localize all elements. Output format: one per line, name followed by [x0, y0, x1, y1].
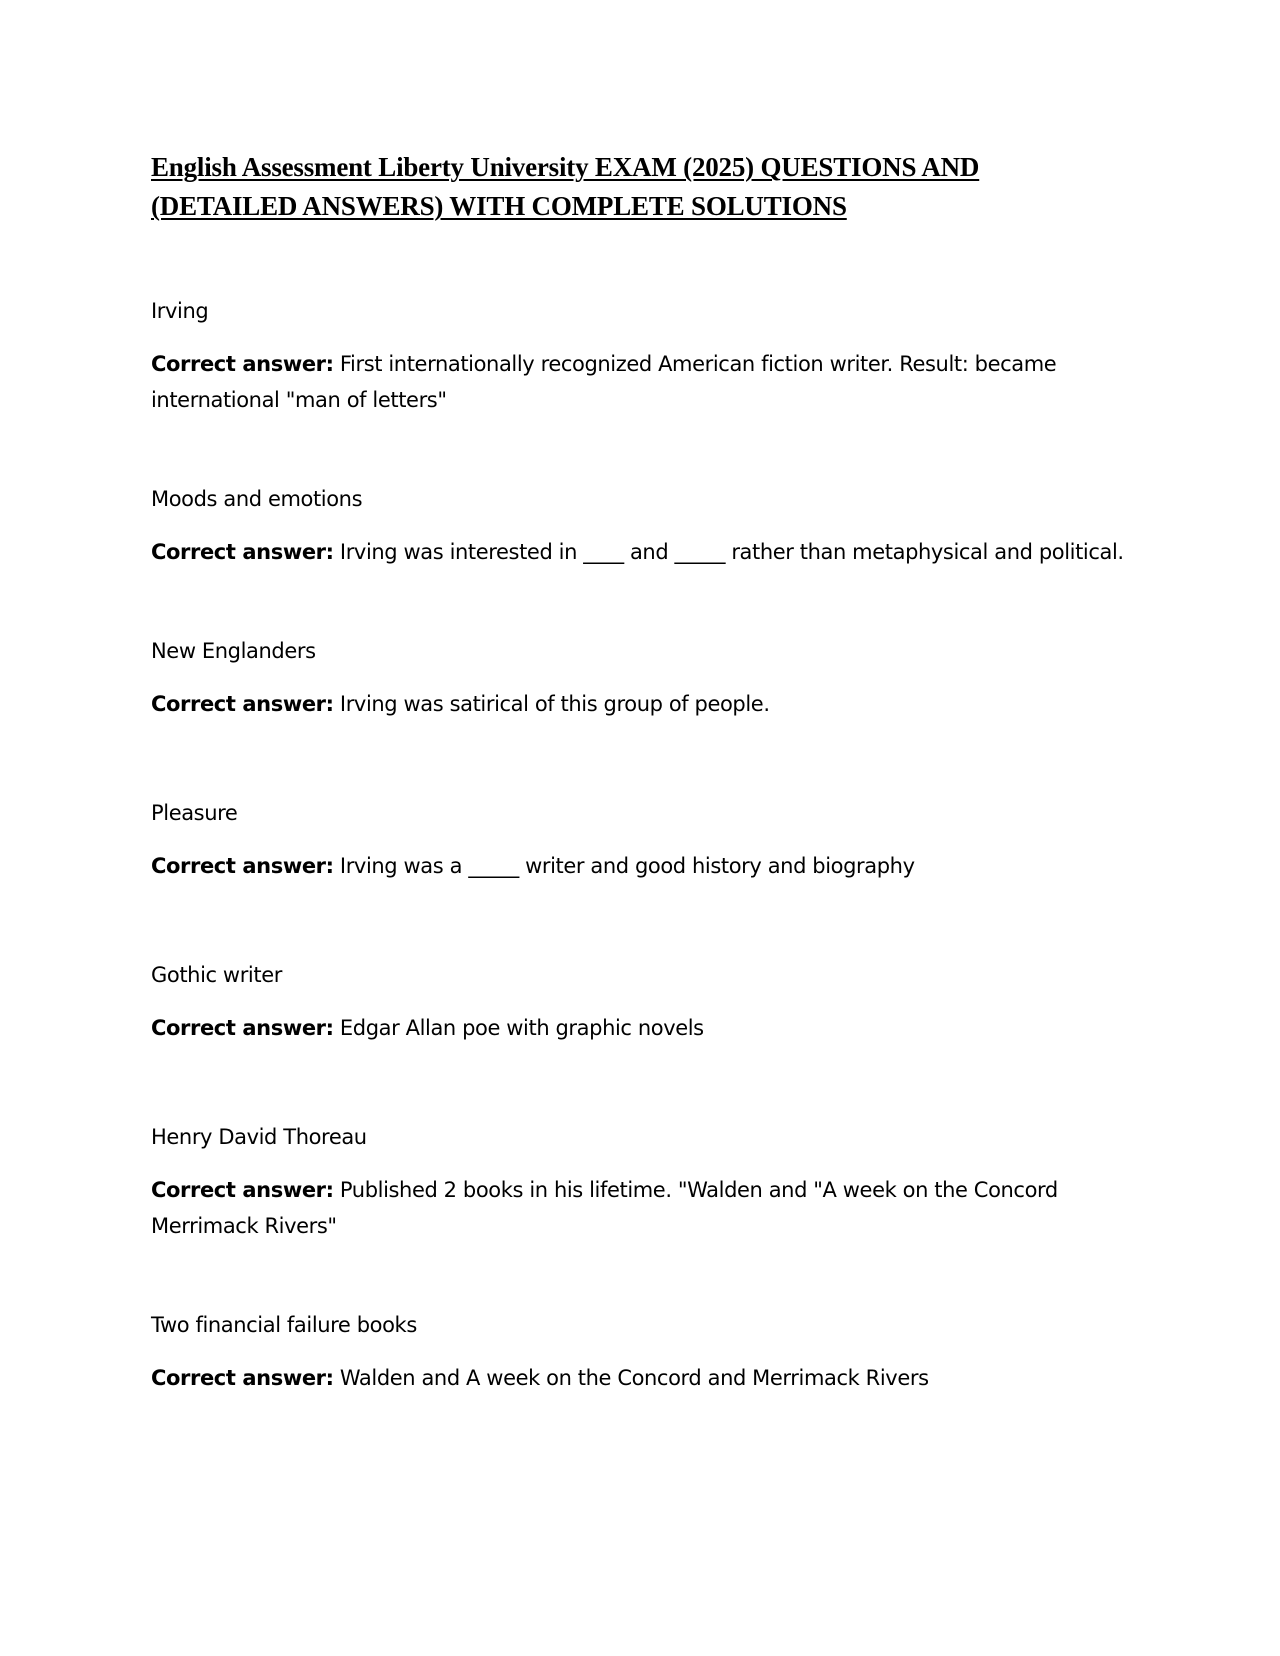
answer-text: Irving was satirical of this group of people.	[339, 692, 770, 716]
answer-label: Correct answer:	[151, 1366, 334, 1390]
answer-text: Published 2 books in his lifetime. "Walden and "A week on the Concord Merrimack Rivers"	[151, 1178, 1058, 1238]
document-title-line-1: English Assessment Liberty University EXAM (2025) QUESTIONS AND	[151, 152, 980, 182]
qa-item	[151, 636, 1131, 722]
qa-term: Irving	[151, 299, 209, 323]
qa-term: Gothic writer	[151, 963, 282, 987]
answer-text: Irving was a _____ writer and good history and biography	[339, 854, 915, 878]
document-title-line-2: (DETAILED ANSWERS) WITH COMPLETE SOLUTIONS	[151, 191, 847, 221]
qa-answer	[151, 1360, 1131, 1396]
answer-text: Irving was interested in ____ and _____ rather than metaphysical and political.	[339, 540, 1124, 564]
qa-item	[151, 798, 1131, 884]
answer-label: Correct answer:	[151, 1016, 334, 1040]
answer-label: Correct answer:	[151, 692, 334, 716]
qa-answer	[151, 346, 1131, 418]
answer-label: Correct answer:	[151, 352, 334, 376]
qa-term: Moods and emotions	[151, 487, 363, 511]
qa-answer	[151, 686, 1131, 722]
answer-label: Correct answer:	[151, 1178, 334, 1202]
answer-text: Edgar Allan poe with graphic novels	[339, 1016, 704, 1040]
qa-answer	[151, 1172, 1131, 1244]
qa-term: Two financial failure books	[151, 1313, 417, 1337]
qa-item	[151, 1310, 1131, 1396]
qa-list	[151, 296, 1131, 1396]
document-title	[151, 148, 1131, 226]
qa-answer	[151, 848, 1131, 884]
answer-text: First internationally recognized American fiction writer. Result: became international "man of letters"	[151, 352, 1057, 412]
qa-item	[151, 960, 1131, 1046]
document-content	[151, 148, 1131, 1472]
answer-label: Correct answer:	[151, 540, 334, 564]
answer-label: Correct answer:	[151, 854, 334, 878]
answer-text: Walden and A week on the Concord and Merrimack Rivers	[339, 1366, 929, 1390]
qa-item	[151, 1122, 1131, 1244]
qa-item	[151, 296, 1131, 418]
qa-answer	[151, 534, 1131, 570]
qa-answer	[151, 1010, 1131, 1046]
qa-term: Pleasure	[151, 801, 238, 825]
qa-item	[151, 484, 1131, 570]
qa-term: Henry David Thoreau	[151, 1125, 367, 1149]
qa-term: New Englanders	[151, 639, 316, 663]
